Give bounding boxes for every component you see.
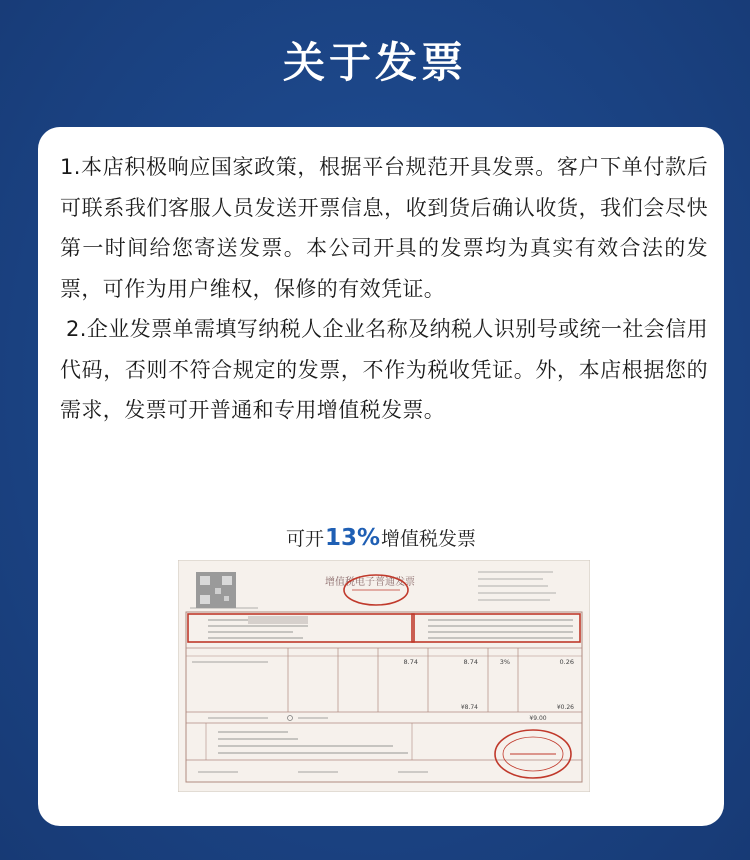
caption-suffix: 增值税发票 — [381, 528, 477, 550]
amount: 8.74 — [463, 658, 478, 666]
invoice-illustration — [178, 560, 590, 792]
invoice-paper — [178, 560, 590, 792]
page-title: 关于发票 — [282, 38, 467, 87]
subtotal: ¥8.74 — [460, 704, 478, 711]
caption-rate: 13% — [324, 525, 381, 551]
qr-code-icon — [196, 572, 236, 608]
policy-paragraph-2: 2.企业发票单需填写纳税人企业名称及纳税人识别号或统一社会信用代码，否则不符合规定的发票，不作为税收凭证。外，本店根据您的需求，发票可开普通和专用增值税发票。 — [60, 317, 708, 422]
tax-rate: 3% — [499, 658, 510, 666]
total-tax: ¥0.26 — [556, 704, 574, 711]
content-card — [38, 127, 724, 826]
invoice-caption — [38, 524, 724, 551]
unit-price: 8.74 — [403, 658, 418, 666]
tax-amount: 0.26 — [559, 658, 574, 666]
policy-paragraph-1: 1.本店积极响应国家政策，根据平台规范开具发票。客户下单付款后可联系我们客服人员发送开票信息，收到货后确认收货，我们会尽快第一时间给您寄送发票。本公司开具的发票均为真实有效合法的发票，可作为用户维权，保修的有效凭证。 — [60, 155, 708, 301]
invoice-image-title: 增值税电子普通发票 — [325, 577, 415, 588]
invoice-policy-text — [60, 147, 708, 431]
grand-total: ¥9.00 — [529, 715, 547, 722]
caption-prefix: 可开 — [285, 528, 324, 550]
invoice-image — [178, 560, 590, 792]
